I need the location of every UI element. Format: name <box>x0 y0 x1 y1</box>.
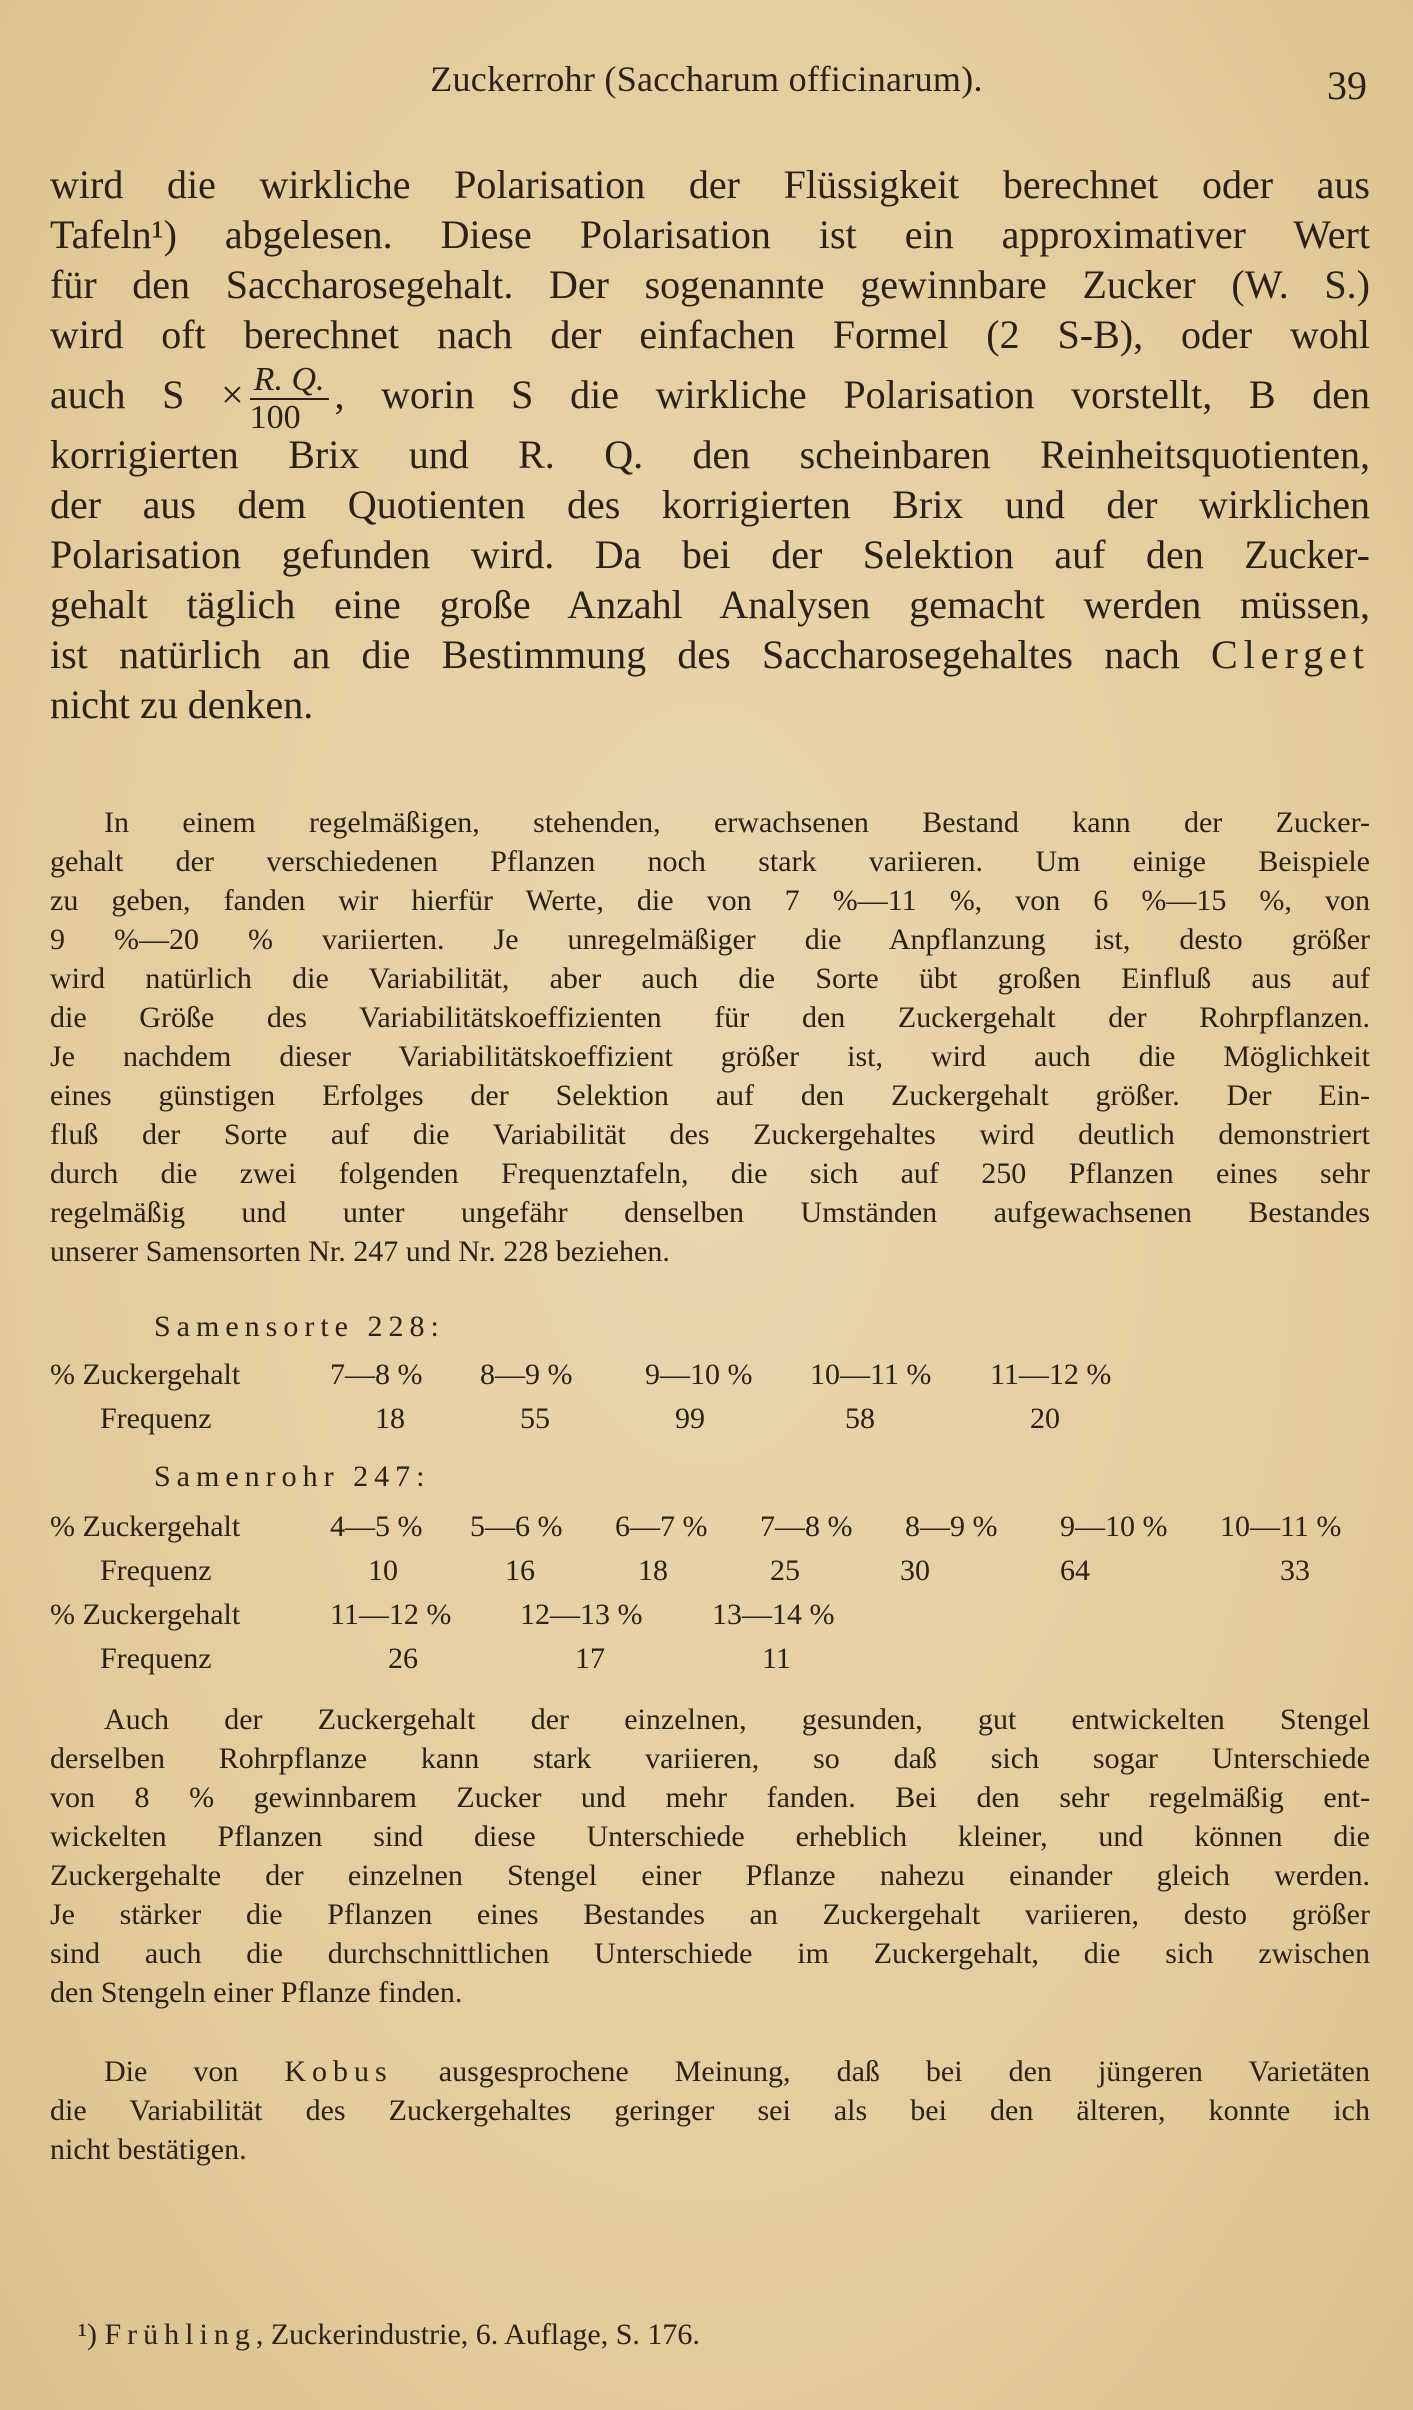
table-cell: 16 <box>505 1554 535 1587</box>
p1-line-8: Polarisation gefunden wird. Da bei der Selektion auf den Zucker- <box>50 532 1370 577</box>
p2-line-9: fluß der Sorte auf die Variabilität des Zuckergehaltes wird deutlich demonstriert <box>50 1118 1370 1151</box>
p2-line-2: gehalt der verschiedenen Pflanzen noch stark variieren. Um einige Beispiele <box>50 845 1370 878</box>
table-cell: 11 <box>762 1642 791 1675</box>
table-cell: 9—10 % <box>645 1358 753 1391</box>
p1-line-6: korrigierten Brix und R. Q. den scheinbaren Reinheitsquotienten, <box>50 432 1370 477</box>
table-cell: 55 <box>520 1402 550 1435</box>
table-cell: 8—9 % <box>905 1510 998 1543</box>
p3-line-6: Je stärker die Pflanzen eines Bestandes an Zuckergehalt variieren, desto größer <box>50 1898 1370 1931</box>
table-cell: 5—6 % <box>470 1510 563 1543</box>
p2-line-11: regelmäßig und unter ungefähr denselben Umständen aufgewachsenen Bestandes <box>50 1196 1370 1229</box>
table-cell: 58 <box>845 1402 875 1435</box>
table-cell: 26 <box>388 1642 418 1675</box>
running-header <box>0 58 1413 108</box>
table-cell: 18 <box>638 1554 668 1587</box>
p2-line-1: In einem regelmäßigen, stehenden, erwachsenen Bestand kann der Zucker- <box>104 806 1370 839</box>
p3-line-2: derselben Rohrpflanze kann stark variieren, so daß sich sogar Unterschiede <box>50 1742 1370 1775</box>
header-title: Zuckerrohr (Saccharum officinarum). <box>430 59 983 99</box>
p1-line-5-formula <box>50 360 1371 436</box>
table-cell: 11—12 % <box>990 1358 1112 1391</box>
paragraph-3 <box>50 1700 1370 2012</box>
p4-line-1-start: Die von <box>104 2055 239 2088</box>
fraction-numerator: R. Q. <box>250 362 329 400</box>
table-2-label: Samenrohr 247: <box>154 1460 431 1493</box>
p1-line-3: für den Saccharosegehalt. Der sogenannte gewinnbare Zucker (W. S.) <box>50 262 1370 307</box>
author-clerget: Clerget <box>1211 632 1371 677</box>
paragraph-4 <box>50 2052 1370 2169</box>
p1-line-2: Tafeln¹) abgelesen. Diese Polarisation ist ein approximativer Wert <box>50 212 1370 257</box>
p3-line-4: wickelten Pflanzen sind diese Unterschiede erheblich kleiner, und können die <box>50 1820 1370 1853</box>
row-header: Frequenz <box>100 1554 212 1587</box>
p1-line-9: gehalt täglich eine große Anzahl Analysen gemacht werden müssen, <box>50 582 1370 627</box>
table-1-row-frequency <box>50 1402 1380 1442</box>
table-cell: 64 <box>1060 1554 1090 1587</box>
p4-line-3: nicht bestätigen. <box>50 2133 247 2166</box>
table-cell: 7—8 % <box>760 1510 853 1543</box>
table-2-row-frequency-2 <box>50 1642 1380 1682</box>
table-cell: 13—14 % <box>712 1598 835 1631</box>
p2-line-4: 9 %—20 % variierten. Je unregelmäßiger die Anpflanzung ist, desto größer <box>50 923 1370 956</box>
table-cell: 7—8 % <box>330 1358 423 1391</box>
table-cell: 10—11 % <box>810 1358 932 1391</box>
p3-line-7: sind auch die durchschnittlichen Unterschiede im Zuckergehalt, die sich zwischen <box>50 1937 1370 1970</box>
footnote-author: Frühling <box>104 2318 256 2351</box>
table-cell: 30 <box>900 1554 930 1587</box>
p1-line-7: der aus dem Quotienten des korrigierten Brix und der wirklichen <box>50 482 1370 527</box>
table-cell: 18 <box>375 1402 405 1435</box>
footnote <box>78 2318 700 2352</box>
p4-line-2: die Variabilität des Zuckergehaltes geringer sei als bei den älteren, konnte ich <box>50 2094 1370 2127</box>
table-cell: 9—10 % <box>1060 1510 1168 1543</box>
p3-line-5: Zuckergehalte der einzelnen Stengel einer Pflanze nahezu einander gleich werden. <box>50 1859 1370 1892</box>
row-header: Frequenz <box>100 1402 212 1435</box>
fraction-denominator: 100 <box>249 398 301 436</box>
paragraph-1 <box>50 160 1370 730</box>
p1-line-10-text: ist natürlich an die Bestimmung des Saccharosegehaltes nach <box>50 632 1180 677</box>
footnote-text: , Zuckerindustrie, 6. Auflage, S. 176. <box>255 2318 700 2351</box>
table-cell: 20 <box>1030 1402 1060 1435</box>
p3-line-3: von 8 % gewinnbarem Zucker und mehr fanden. Bei den sehr regelmäßig ent- <box>50 1781 1370 1814</box>
table-cell: 4—5 % <box>330 1510 423 1543</box>
p2-line-3: zu geben, fanden wir hierfür Werte, die von 7 %—11 %, von 6 %—15 %, von <box>50 884 1370 917</box>
table-cell: 11—12 % <box>330 1598 452 1631</box>
p2-line-7: Je nachdem dieser Variabilitätskoeffizient größer ist, wird auch die Möglichkeit <box>50 1040 1370 1073</box>
p1-line-10 <box>50 630 1370 680</box>
p4-line-1 <box>50 2052 1370 2091</box>
frequency-tables <box>50 1310 1380 1690</box>
footnote-marker: ¹) <box>78 2318 97 2351</box>
table-1-label: Samensorte 228: <box>154 1310 445 1343</box>
paragraph-2 <box>50 803 1370 1271</box>
page-number: 39 <box>1327 63 1367 108</box>
formula-suffix: , worin S die wirkliche Polarisation vorstellt, B den <box>334 372 1371 417</box>
table-cell: 25 <box>770 1554 800 1587</box>
p1-line-11: nicht zu denken. <box>50 682 314 727</box>
p3-line-1: Auch der Zuckergehalt der einzelnen, gesunden, gut entwickelten Stengel <box>104 1703 1370 1736</box>
p1-line-1: wird die wirkliche Polarisation der Flüssigkeit berechnet oder aus <box>50 162 1370 207</box>
p2-line-12: unserer Samensorten Nr. 247 und Nr. 228 beziehen. <box>50 1235 670 1268</box>
p1-line-4: wird oft berechnet nach der einfachen Formel (2 S-B), oder wohl <box>50 312 1370 357</box>
table-2-row-sugar-2 <box>50 1598 1380 1638</box>
row-header: Frequenz <box>100 1642 212 1675</box>
table-cell: 6—7 % <box>615 1510 708 1543</box>
p3-line-8: den Stengeln einer Pflanze finden. <box>50 1976 463 2009</box>
formula-fraction <box>250 362 329 436</box>
table-2-row-sugar-1 <box>50 1510 1380 1550</box>
table-cell: 12—13 % <box>520 1598 643 1631</box>
row-header: % Zuckergehalt <box>50 1358 241 1391</box>
table-cell: 10 <box>368 1554 398 1587</box>
table-2-row-frequency-1 <box>50 1554 1380 1594</box>
table-cell: 99 <box>675 1402 705 1435</box>
table-cell: 8—9 % <box>480 1358 573 1391</box>
table-cell: 17 <box>575 1642 605 1675</box>
table-1-row-sugar <box>50 1358 1380 1398</box>
author-kobus: Kobus <box>284 2055 393 2088</box>
row-header: % Zuckergehalt <box>50 1510 241 1543</box>
formula-prefix: auch S × <box>50 372 244 417</box>
p2-line-10: durch die zwei folgenden Frequenztafeln, die sich auf 250 Pflanzen eines sehr <box>50 1157 1370 1190</box>
row-header: % Zuckergehalt <box>50 1598 241 1631</box>
table-cell: 10—11 % <box>1220 1510 1342 1543</box>
p2-line-6: die Größe des Variabilitätskoeffizienten für den Zuckergehalt der Rohrpflanzen. <box>50 1001 1370 1034</box>
p2-line-8: eines günstigen Erfolges der Selektion auf den Zuckergehalt größer. Der Ein- <box>50 1079 1370 1112</box>
p2-line-5: wird natürlich die Variabilität, aber auch die Sorte übt großen Einfluß aus auf <box>50 962 1370 995</box>
p4-line-1-rest: ausgesprochene Meinung, daß bei den jüngeren Varietäten <box>438 2055 1370 2088</box>
table-cell: 33 <box>1280 1554 1310 1587</box>
